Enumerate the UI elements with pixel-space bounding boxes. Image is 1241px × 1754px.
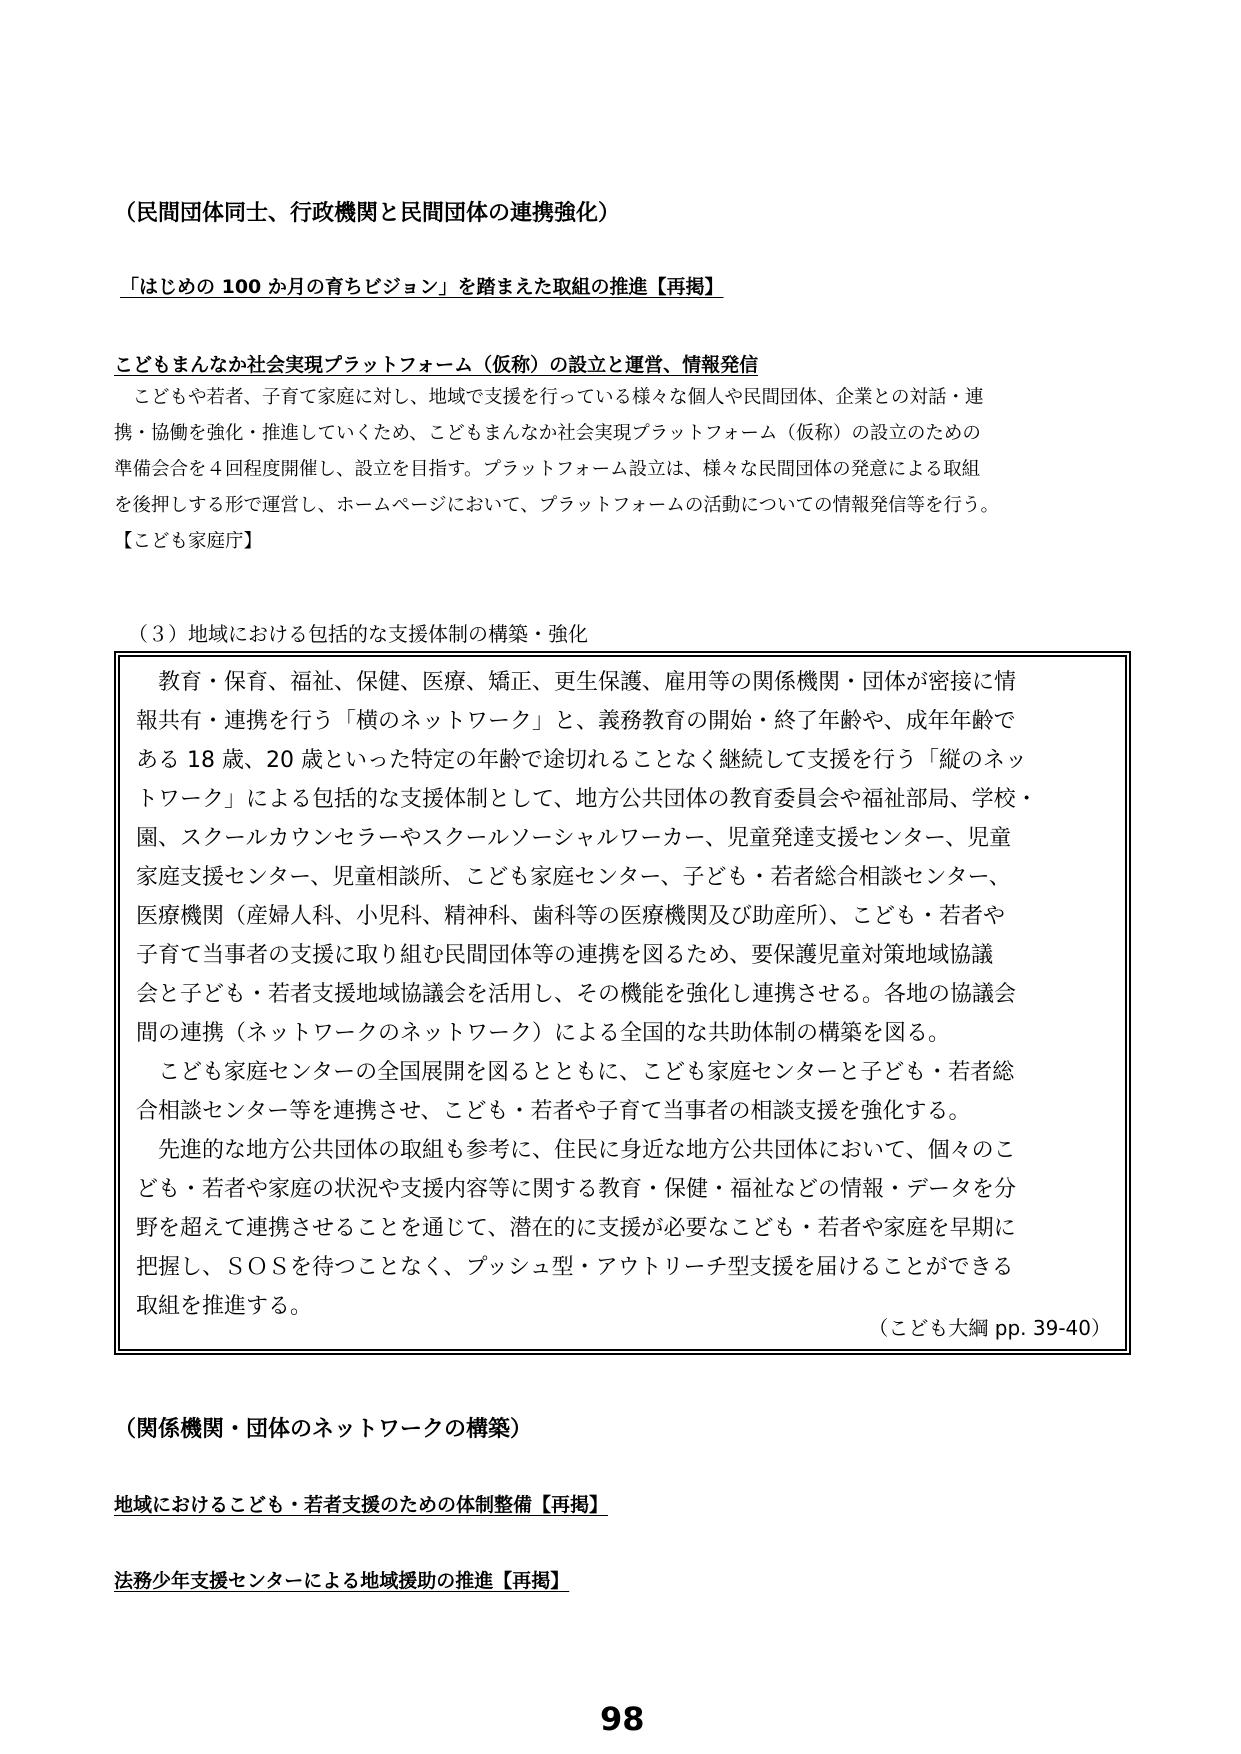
box-line: 把握し、ＳＯＳを待つことなく、プッシュ型・アウトリーチ型支援を届けることができる [136,1255,1014,1280]
platform-paragraph [114,380,1134,560]
quoted-outline-box [114,651,1131,1355]
box-line: ども・若者や家庭の状況や支援内容等に関する教育・保健・福祉などの情報・データを分 [136,1177,1017,1202]
box-line: こども家庭センターの全国展開を図るとともに、こども家庭センターと子ども・若者総 [136,1060,1015,1085]
quoted-outline-text [136,663,1126,1326]
box-line: 野を超えて連携させることを通じて、潜在的に支援が必要なこども・若者や家庭を早期に [136,1216,1016,1241]
box-line: 会と子ども・若者支援地域協議会を活用し、その機能を強化し連携させる。各地の協議会 [136,982,1017,1007]
box-line: トワーク」による包括的な支援体制として、地方公共団体の教育委員会や福祉部局、学校・ [136,787,1038,812]
paragraph-line: 【こども家庭庁】 [114,531,263,552]
box-line: 医療機関（産婦人科、小児科、精神科、歯科等の医療機関及び助産所）、こども・若者や [136,904,1006,929]
box-line: 家庭支援センター、児童相談所、こども家庭センター、子ども・若者総合相談センター、 [136,865,1011,890]
subheading-juvenile-support-center: 法務少年支援センターによる地域援助の推進【再掲】 [114,1570,570,1592]
subheading-vision-initiative: 「はじめの 100 か月の育ちビジョン」を踏まえた取組の推進【再掲】 [120,276,724,298]
box-line: 間の連携（ネットワークのネットワーク）による全国的な共助体制の構築を図る。 [136,1021,951,1046]
paragraph-line: こどもや若者、子育て家庭に対し、地域で支援を行っている様々な個人や民間団体、企業との対話・連 [114,387,984,408]
paragraph-line: を後押しする形で運営し、ホームページにおいて、プラットフォームの活動についての情報発信等を行う。 [114,495,1000,516]
box-line: ある 18 歳、20 歳といった特定の年齢で途切れることなく継続して支援を行う「縦のネッ [136,748,1027,773]
section-heading-private-cooperation: （民間団体同士、行政機関と民間団体の連携強化） [114,201,621,226]
box-line: 園、スクールカウンセラーやスクールソーシャルワーカー、児童発達支援センター、児童 [136,826,1012,851]
box-line: 教育・保育、福祉、保健、医療、矯正、更生保護、雇用等の関係機関・団体が密接に情 [136,670,1017,695]
paragraph-line: 準備会合を４回程度開催し、設立を目指す。プラットフォーム設立は、様々な民間団体の発意による取組 [114,459,981,480]
box-source-citation: （こども大綱 pp. 39-40） [868,1316,1111,1340]
subheading-regional-framework: 地域におけるこども・若者支援のための体制整備【再掲】 [114,1494,609,1516]
box-line: 子育て当事者の支援に取り組む民間団体等の連携を図るため、要保護児童対策地域協議 [136,943,994,968]
subheading-platform-establishment: こどもまんなか社会実現プラットフォーム（仮称）の設立と運営、情報発信 [114,354,759,376]
paragraph-line: 携・協働を強化・推進していくため、こどもまんなか社会実現プラットフォーム（仮称）の設立のための [114,423,981,444]
section-heading-network-building: （関係機関・団体のネットワークの構築） [114,1417,533,1442]
section-title-regional-support: （３）地域における包括的な支援体制の構築・強化 [128,622,588,646]
box-line: 先進的な地方公共団体の取組も参考に、住民に身近な地方公共団体において、個々のこ [136,1138,1016,1163]
box-line: 報共有・連携を行う「横のネットワーク」と、義務教育の開始・終了年齢や、成年年齢で [136,709,1016,734]
page-number: 98 [600,1700,645,1738]
box-line: 取組を推進する。 [136,1294,313,1319]
box-line: 合相談センター等を連携させ、こども・若者や子育て当事者の相談支援を強化する。 [136,1099,971,1124]
